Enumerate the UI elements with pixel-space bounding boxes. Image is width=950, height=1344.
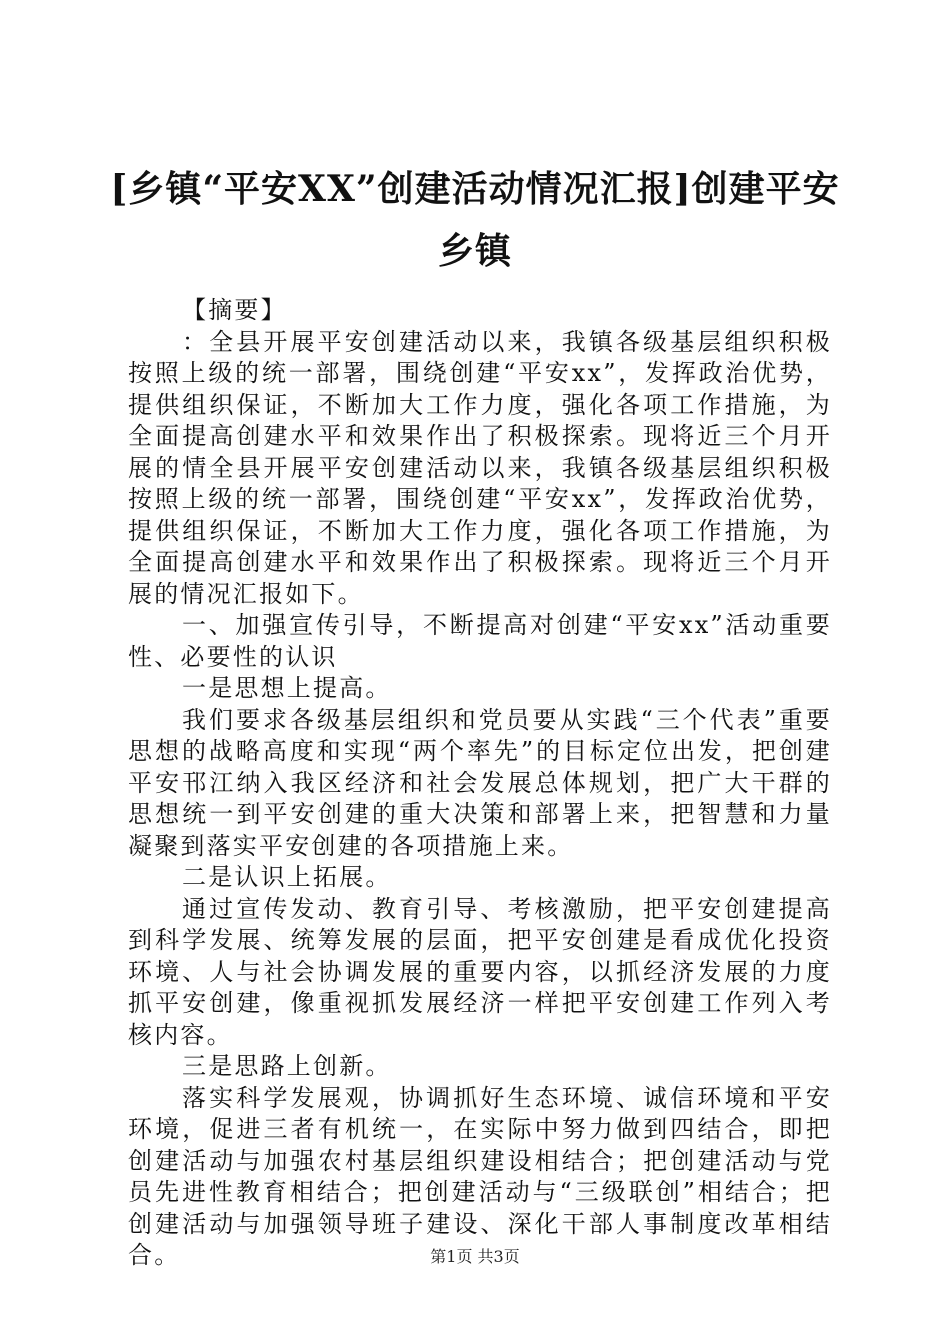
document-title: [乡镇“平安XX”创建活动情况汇报]创建平安乡镇 bbox=[110, 168, 840, 272]
section-heading-1: 一、加强宣传引导，不断提高对创建“平安xx”活动重要性、必要性的认识 bbox=[128, 611, 832, 671]
document-body bbox=[128, 295, 832, 1272]
abstract-label: 【摘要】 bbox=[182, 296, 287, 324]
subheading-2: 二是认识上拓展。 bbox=[182, 863, 392, 891]
subheading-3: 三是思路上创新。 bbox=[182, 1052, 392, 1080]
page-footer: 第1页 共3页 bbox=[430, 1247, 520, 1266]
paragraph-1: 我们要求各级基层组织和党员要从实践“三个代表”重要思想的战略高度和实现“两个率先”的目标定位出发，把创建平安邗江纳入我区经济和社会发展总体规划，把广大干群的思想统一到平安创建的重大决策和部署上来，把智慧和力量凝聚到落实平安创建的各项措施上来。 bbox=[128, 705, 832, 860]
paragraph-3: 落实科学发展观，协调抓好生态环境、诚信环境和平安环境，促进三者有机统一，在实际中努力做到四结合，即把创建活动与加强农村基层组织建设相结合；把创建活动与党员先进性教育相结合；把创建活动与“三级联创”相结合；把创建活动与加强领导班子建设、深化干部人事制度改革相结合。 bbox=[128, 1083, 832, 1269]
paragraph-summary: ：全县开展平安创建活动以来，我镇各级基层组织积极按照上级的统一部署，围绕创建“平安xx”，发挥政治优势，提供组织保证，不断加大工作力度，强化各项工作措施，为全面提高创建水平和效果作出了积极探索。现将近三个月开展的情全县开展平安创建活动以来，我镇各级基层组织积极按照上级的统一部署，围绕创建“平安xx”，发挥政治优势，提供组织保证，不断加大工作力度，强化各项工作措施，为全面提高创建水平和效果作出了积极探索。现将近三个月开展的情况汇报如下。 bbox=[128, 327, 832, 608]
subheading-1: 一是思想上提高。 bbox=[182, 674, 392, 702]
paragraph-2: 通过宣传发动、教育引导、考核激励，把平安创建提高到科学发展、统筹发展的层面，把平安创建是看成优化投资环境、人与社会协调发展的重要内容，以抓经济发展的力度抓平安创建，像重视抓发展经济一样把平安创建工作列入考核内容。 bbox=[128, 894, 832, 1049]
